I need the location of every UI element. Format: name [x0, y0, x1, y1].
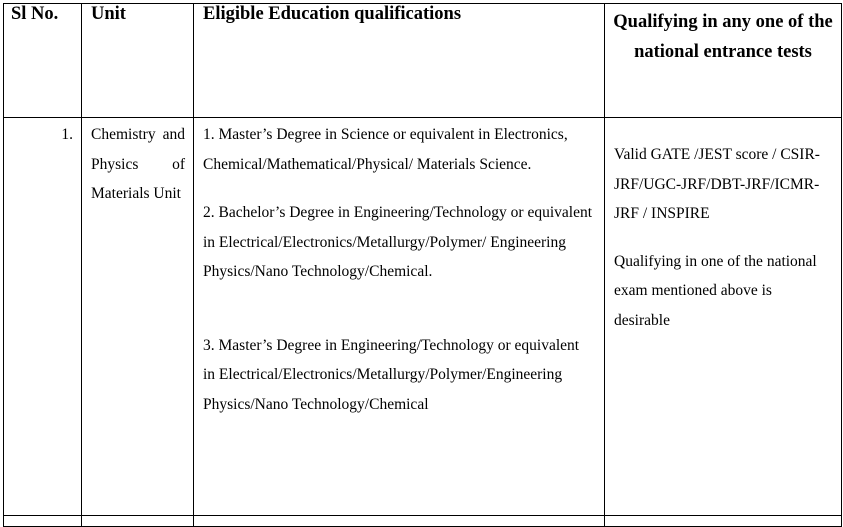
cell-unit: Chemistry and Physics of Materials Unit: [82, 118, 194, 516]
cell-empty: [4, 516, 82, 527]
table-row-partial: [4, 516, 842, 527]
cell-qualifying: [605, 118, 842, 516]
cell-empty: [605, 516, 842, 527]
education-item: 3. Master’s Degree in Engineering/Technology or equivalent in Electrical/Electronics/Metallurgy/Polymer/Engineering Physics/Nano Technology/Chemical: [203, 336, 580, 413]
education-item: 1. Master’s Degree in Science or equivalent in Electronics, Chemical/Mathematical/Physical/ Materials Science.: [203, 126, 568, 173]
header-education: Eligible Education qualifications: [194, 4, 605, 118]
qualifications-table: [3, 3, 842, 527]
cell-sl-no: 1.: [4, 118, 82, 516]
cell-empty: [194, 516, 605, 527]
table-row: [4, 118, 842, 516]
header-sl-no: Sl No.: [4, 4, 82, 118]
cell-empty: [82, 516, 194, 527]
table-header-row: [4, 4, 842, 118]
header-unit: Unit: [82, 4, 194, 118]
education-item: 2. Bachelor’s Degree in Engineering/Technology or equivalent in Electrical/Electronics/Metallurgy/Polymer/ Engineering Physics/Nano Technology/Chemical.: [203, 204, 593, 280]
qualifying-item: Valid GATE /JEST score / CSIR-JRF/UGC-JRF/DBT-JRF/ICMR- JRF / INSPIRE: [614, 146, 820, 222]
qualifying-item: Qualifying in one of the national exam mentioned above is desirable: [614, 252, 817, 329]
cell-education: [194, 118, 605, 516]
header-qualifying-tests: Qualifying in any one of the national entrance tests: [605, 4, 842, 118]
